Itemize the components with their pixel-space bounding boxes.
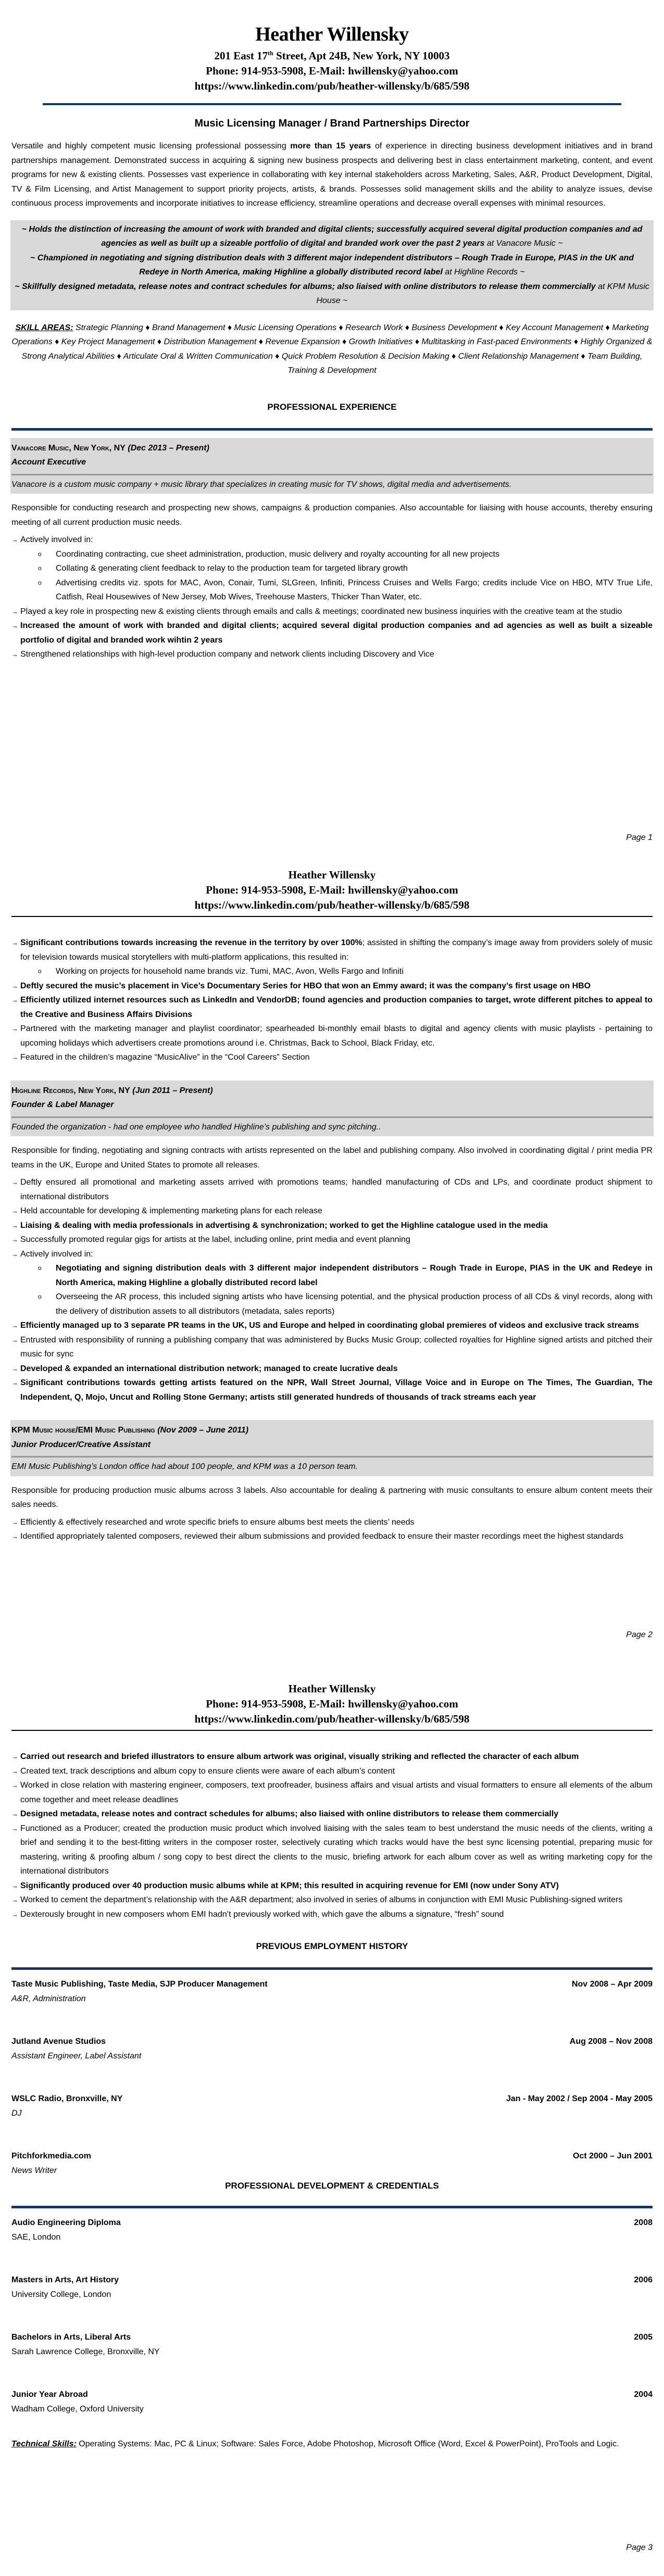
credential-title: Audio Engineering Diploma [11,2218,121,2227]
skill-areas [11,321,653,378]
page-1 [0,0,664,852]
list-item [11,936,653,979]
bullet-text: Efficiently & effectively researched and wrote specific briefs to ensure albums best meets the clients’ needs [20,1517,415,1527]
list-item [11,1750,653,1764]
job-company: Highline Records, New York, NY [11,1086,130,1095]
bullet-text: Working on projects for household name brands viz. Tumi, MAC, Avon, Wells Fargo and Infiniti [56,967,404,976]
candidate-name: Heather Willensky [288,869,376,881]
arrow-icon: → [11,939,18,947]
contact-line: Phone: 914-953-5908, E-Mail: hwillensky@yahoo.com [206,1698,458,1710]
job-dates: (Dec 2013 – Present) [128,443,209,453]
history-item [11,2149,653,2178]
history-dates: Oct 2000 – Jun 2001 [573,2152,653,2160]
history-dates: Aug 2008 – Nov 2008 [569,2037,653,2046]
arrow-icon: → [11,1053,18,1061]
skill-areas-list: Strategic Planning ♦ Brand Management ♦ Music Licensing Operations ♦ Research Work ♦ Business Development ♦ Key Account Management ♦ Marketing Operations ♦ Key Project Management ♦ Distribution Management ♦ Revenue Expansion ♦ Growth Initiatives ♦ Multitasking in Fast-paced Environments ♦ Highly Organized & Strong Analytical Abilities ♦ Articulate Oral & Written Communication ♦ Quick Problem Resolution & Decision Making ♦ Client Relationship Management ♦ Team Building, Training & Development [11,323,653,375]
credential-item [11,2216,653,2244]
list-item [11,1907,653,1922]
circle-bullet-icon: o [38,967,42,975]
bullet-text: Coordinating contracting, cue sheet administration, production, music delivery and royalty accounting for all new projects [56,549,499,559]
candidate-name: Heather Willensky [255,23,409,45]
bullet-text: ; assisted in shifting the company’s image away from providers solely of music for television towards musical storytellers with multi-platform applications, this resulted in: [20,938,653,962]
arrow-icon: → [11,1207,18,1215]
bullet-text: Significant contributions towards getting artists featured on the NPR, Wall Street Journal, Village Voice and in Europe on The Times, The Guardian, The Independent, Q, Mojo, Uncut and Rolling Stone Germany; artists still generated hundreds of thousands of track streams each year [20,1378,653,1402]
bullet-text: Successfully promoted regular gigs for artists at the label, including online, print media and event planning [20,1235,410,1244]
list-item [11,1247,653,1319]
bullet-text: Significantly produced over 40 production music albums while at KPM; this resulted in acquiring revenue for EMI (now under Sony ATV) [20,1881,559,1890]
job-header-kpm [10,1420,654,1476]
headline: Music Licensing Manager / Brand Partnerships Director [194,118,470,129]
arrow-icon: → [11,622,18,630]
history-role: DJ [11,2108,22,2118]
arrow-icon: → [11,982,18,990]
header-divider [43,103,621,105]
highlight-org: at KPM Music House ~ [316,282,649,305]
bullet-text: Actively involved in: [20,1249,93,1259]
list-item [11,1515,653,1530]
page-2 [0,852,664,1666]
credential-year: 2006 [634,2276,653,2284]
bullet-list [11,1750,653,1921]
list-item [11,1175,653,1204]
bullet-bold: Efficiently utilized internet resources such as LinkedIn and VendorDB; found agencies and production companies to target, wrote different pitches to appeal to the Creative and Business Affairs Divisions [20,996,653,1019]
job-responsibility: Responsible for producing production music albums across 3 labels. Also accountable for dealing & partnering with music consultants to ensure album content meets their sales needs. [11,1486,653,1509]
sub-list-item [38,964,653,979]
credential-item [11,2273,653,2302]
list-item [11,1022,653,1050]
credential-year: 2005 [634,2333,653,2342]
bullet-text: Carried out research and briefed illustrators to ensure album artwork was original, visually striking and reflected the character of each album [20,1752,579,1761]
bullet-text: Efficiently managed up to 3 separate PR teams in the UK, US and Europe and helped in coordinating global premieres of videos and exclusive track streams [20,1321,639,1330]
history-org: WSLC Radio, Bronxville, NY [11,2094,123,2103]
sub-list [20,964,653,979]
arrow-icon: → [11,1518,18,1526]
list-item [11,1218,653,1233]
list-item [11,1362,653,1376]
job-title: Account Executive [11,458,86,467]
list-item [11,1764,653,1779]
history-dates: Jan - May 2002 / Sep 2004 - May 2005 [506,2094,653,2103]
bullet-bold: Significant contributions towards increasing the revenue in the territory by over 100% [20,938,362,947]
job-responsibility: Responsible for conducting research and prospecting new shows, campaigns & production companies. Also accountable for liaising with house accounts, thereby ensuring meeting of all current production music needs. [11,504,653,527]
list-item [11,1050,653,1065]
credential-institution: University College, London [11,2290,111,2299]
summary-bold: more than 15 years [290,142,371,150]
sub-list-item [38,547,653,562]
job-separator [11,474,653,475]
job-dates: (Jun 2011 – Present) [132,1086,213,1095]
address-part: 201 East 17 [214,49,268,62]
highlight-item [15,222,649,251]
linkedin-link[interactable]: https://www.linkedin.com/pub/heather-willensky/b/685/598 [194,80,470,92]
section-title-experience: PROFESSIONAL EXPERIENCE [267,401,397,412]
list-item [11,1318,653,1333]
sub-list-item [38,1261,653,1290]
bullet-text: Advertising credits viz. spots for MAC, Avon, Conair, Tumi, SLGreen, Infiniti, Princess Cruises and Wells Fargo; credits include Vice on HBO, MTV True Life, Catfish, Real Housewives of New Jersey, Mob Wives, Treehouse Masters, Thicker Than Water, etc. [56,578,653,601]
list-item [11,533,653,605]
credential-title: Junior Year Abroad [11,2390,88,2399]
arrow-icon: → [11,1236,18,1243]
arrow-icon: → [11,1881,18,1890]
bullet-text: Overseeing the AR process, this included signing artists who have licensing potential, and the physical production process of all CDs & vinyl records, along with the delivery of distribution assets to all distributors (metadata, sales reports) [56,1292,653,1316]
bullet-text: Dexterously brought in new composers whom EMI hadn’t previously worked with, which gave the albums a signature, “fresh” sound [20,1909,504,1919]
circle-bullet-icon: o [38,1264,42,1272]
technical-skills-label: Technical Skills: [11,2440,77,2448]
highlight-item [15,251,649,280]
linkedin-link[interactable]: https://www.linkedin.com/pub/heather-willensky/b/685/598 [194,1713,470,1725]
bullet-text: Identified appropriately talented composers, reviewed their album submissions and provided feedback to ensure their master recordings meet the highest standards [20,1532,623,1541]
section-divider [11,1967,653,1970]
list-item [11,993,653,1022]
bullet-text: Increased the amount of work with branded and digital clients; acquired several digital production companies and ad agencies as well as built a sizeable portfolio of digital and branded work wihtin 2 years [20,621,653,645]
job-header-highline [10,1080,654,1137]
bullet-bold: Deftly secured the music’s placement in Vice’s Documentary Series for HBO that won an Emmy award; it was the company’s first usage on HBO [20,981,591,990]
bullet-list [11,1515,653,1544]
list-item [11,1879,653,1893]
bullet-text: Actively involved in: [20,535,93,544]
list-item [11,1893,653,1907]
credential-institution: SAE, London [11,2232,61,2242]
skill-areas-label: SKILL AREAS: [15,323,73,332]
circle-bullet-icon: o [38,564,42,572]
arrow-icon: → [11,1896,18,1904]
highlight-org: at Vanacore Music ~ [484,239,563,248]
highlights-box [10,220,654,310]
arrow-icon: → [11,1221,18,1229]
job-company: KPM Music house/EMI Music Publishing [11,1426,155,1435]
credential-title: Masters in Arts, Art History [11,2276,119,2284]
list-item [11,619,653,647]
arrow-icon: → [11,1753,18,1761]
job-title: Junior Producer/Creative Assistant [11,1440,151,1449]
history-item [11,2034,653,2063]
history-org: Pitchforkmedia.com [11,2152,91,2160]
arrow-icon: → [11,1178,18,1186]
history-org: Taste Music Publishing, Taste Media, SJP Producer Management [11,1980,268,1989]
sub-list-item [38,1290,653,1318]
highlight-bold: ~ Holds the distinction of increasing the amount of work with branded and digital clients; successfully acquired several digital production companies and ad agencies as well as built up a sizeable portfolio of digital and branded work over the past 2 years [21,224,643,248]
history-dates: Nov 2008 – Apr 2009 [571,1980,653,1989]
page-3 [0,1666,664,2576]
bullet-text: Created text, track descriptions and album copy to ensure clients were aware of each album’s content [20,1766,395,1776]
list-item [11,1376,653,1404]
bullet-list [11,1175,653,1404]
circle-bullet-icon: o [38,1293,42,1300]
bullet-text: Deftly ensured all promotional and marketing assets arrived with promotions teams; handled manufacturing of CDs and LPs, and coordinate product shipment to international distributors [20,1178,653,1201]
history-role: Assistant Engineer, Label Assistant [11,2051,142,2060]
bullet-text: Liaising & dealing with media professionals in advertising & synchronization; worked to get the Highline catalogue used in the media [20,1221,548,1230]
list-item [11,1333,653,1362]
arrow-icon: → [11,1364,18,1373]
contact-line: Phone: 914-953-5908, E-Mail: hwillensky@yahoo.com [206,65,458,77]
section-divider [11,2206,653,2208]
list-item [11,605,653,619]
page-number: Page 2 [626,1630,653,1639]
history-org: Jutland Avenue Studios [11,2037,106,2046]
highlight-bold: ~ Championed in negotiating and signing distribution deals with 3 different major independent distributors – Rough Trade in Europe, PIAS in the UK and Redeye in North America, making Highline a globally distributed record label [30,253,634,277]
section-title-previous: PREVIOUS EMPLOYMENT HISTORY [256,1941,408,1951]
sub-list [20,1261,653,1318]
arrow-icon: → [11,1810,18,1818]
bullet-text: Negotiating and signing distribution deals with 3 different major independent distributors – Rough Trade in Europe, PIAS in the UK and Redeye in North America, making Highline a globally distributed record label [56,1264,653,1287]
highlight-org: at Highline Records ~ [442,268,525,277]
job-description: Vanacore is a custom music company + music library that specializes in creating music for TV shows, digital media and advertisements. [11,480,512,489]
candidate-name: Heather Willensky [288,1682,376,1695]
summary [11,139,653,211]
arrow-icon: → [11,536,18,544]
highlight-item [15,280,649,308]
page-number: Page 1 [626,833,653,842]
arrow-icon: → [11,1322,18,1329]
technical-skills-text: Operating Systems: Mac, PC & Linux; Software: Sales Force, Adobe Photoshop, Microsoft Office (Word, Excel & PowerPoint), ProTools and Logic. [76,2440,619,2448]
credential-title: Bachelors in Arts, Liberal Arts [11,2333,131,2342]
credential-year: 2008 [634,2218,653,2227]
list-item [11,647,653,662]
sub-list [20,547,653,605]
job-description: EMI Music Publishing’s London office had about 100 people, and KPM was a 10 person team. [11,1462,358,1471]
arrow-icon: → [11,996,18,1004]
arrow-icon: → [11,650,18,658]
bullet-text: Worked in close relation with mastering engineer, composers, text proofreader, business affairs and visual artists and visual formatters to ensure all elements of the album come together and meet release deadlines [20,1781,653,1804]
arrow-icon: → [11,1910,18,1918]
arrow-icon: → [11,1250,18,1258]
arrow-icon: → [11,1781,18,1789]
history-item [11,2092,653,2120]
circle-bullet-icon: o [38,579,42,586]
list-item [11,1778,653,1807]
job-description: Founded the organization - had one employee who handled Highline’s publishing and sync pitching.. [11,1122,381,1132]
section-title-credentials: PROFESSIONAL DEVELOPMENT & CREDENTIALS [225,2181,439,2191]
bullet-text: Designed metadata, release notes and contract schedules for albums; also liaised with online distributors to release them commercially [20,1810,559,1818]
address-part: Street, Apt 24B, New York, NY 10003 [273,49,450,62]
address [43,46,621,64]
arrow-icon: → [11,607,18,615]
arrow-icon: → [11,1025,18,1033]
job-separator [11,1456,653,1457]
credential-year: 2004 [634,2390,653,2399]
bullet-text: Functioned as a Producer; created the production music product which involved liaising with the sales team to best understand the music needs of the clients, writing a brief and sending it to the best-fitting writers in the composer roster, selectively curating which tracks would have the best sync licensing potential, preparing music for mastering, writing & proofing album / song copy to best direct the clients to the music, briefing artwork for each album cover as well as writing marketing copy for the international distributors [20,1824,653,1876]
list-item [11,1233,653,1247]
summary-text: of experience in directing business development initiatives and in brand partnerships management. Demonstrated success in acquiring & signing new business prospects and delivering best in class entertainment marketing, content, and event programs for new & existing clients. Possesses vast experience in collaborating with key internal stakeholders across Marketing, Sales, A&R, Product Development, Digital, TV & Film Licensing, and Artist Management to support priority projects, artists, & brands. Possesses solid management skills and the ability to analyze issues, devise continuous process improvements and incorporate initiatives to increase efficiency, streamline operations and decrease overall expenses with minimal resources. [11,142,653,208]
highlight-bold: ~ Skillfully designed metadata, release notes and contract schedules for albums; also liaised with online distributors to release them commercially [15,282,596,291]
credential-item [11,2330,653,2359]
contact-line: Phone: 914-953-5908, E-Mail: hwillensky@yahoo.com [206,884,458,896]
arrow-icon: → [11,1379,18,1387]
job-company: Vanacore Music, New York, NY [11,443,126,453]
job-title: Founder & Label Manager [11,1100,114,1109]
section-divider [11,428,653,431]
bullet-text: Collating & generating client feedback to relay to the production team for targeted library growth [56,564,408,573]
bullet-text: Held accountable for developing & implementing marketing plans for each release [20,1207,322,1215]
bullet-text: Entrusted with responsibility of running a publishing company that was administered by Bucks Music Group; collected royalties for Highline signed artists and pitched their music for sync [20,1335,653,1359]
technical-skills [11,2437,653,2452]
bullet-text: Worked to cement the department’s relationship with the A&R department; also involved in series of albums in conjunction with EMI Music Publishing-signed writers [20,1895,623,1904]
list-item [11,1204,653,1218]
history-role: A&R, Administration [11,1994,86,2003]
page-number: Page 3 [626,2543,653,2552]
arrow-icon: → [11,1336,18,1344]
list-item [11,1821,653,1879]
arrow-icon: → [11,1767,18,1775]
bullet-text: Strengthened relationships with high-level production company and network clients including Discovery and Vice [20,650,434,659]
sub-list-item [38,561,653,576]
job-separator [11,1116,653,1118]
credential-institution: Wadham College, Oxford University [11,2404,144,2414]
address-sup: th [268,49,273,57]
summary-text: Versatile and highly competent music licensing professional possessing [11,142,291,150]
job-responsibility: Responsible for finding, negotiating and signing contracts with artists represented on the label and publishing company. Also involved in coordinating digital / print media PR teams in the UK, Europe and United States to promote all releases. [11,1146,653,1170]
bullet-text: Played a key role in prospecting new & existing clients through emails and calls & meetings; coordinated new business inquiries with the creative team at the studio [20,607,622,616]
list-item [11,1807,653,1821]
history-role: News Writer [11,2166,57,2175]
bullet-text: Developed & expanded an international distribution network; managed to create lucrative deals [20,1364,398,1373]
linkedin-link[interactable]: https://www.linkedin.com/pub/heather-willensky/b/685/598 [194,899,470,911]
circle-bullet-icon: o [38,550,42,558]
arrow-icon: → [11,1532,18,1540]
history-item [11,1977,653,2006]
credential-institution: Sarah Lawrence College, Bronxville, NY [11,2347,160,2356]
bullet-text: Featured in the children’s magazine “MusicAlive” in the “Cool Careers” Section [20,1053,310,1062]
sub-list-item [38,576,653,605]
bullet-list [11,936,653,1065]
bullet-list [11,533,653,662]
arrow-icon: → [11,1824,18,1832]
credential-item [11,2387,653,2416]
job-header-vanacore [10,438,654,494]
list-item [11,1529,653,1544]
bullet-text: Partnered with the marketing manager and playlist coordinator; spearheaded bi-monthly email blasts to digital and agency clients with music playlists - pertaining to upcoming holidays which advertisers create promotions around i.e. Christmas, Back to School, Black Friday, etc. [20,1024,653,1048]
list-item [11,979,653,994]
job-dates: (Nov 2009 – June 2011) [157,1426,249,1435]
